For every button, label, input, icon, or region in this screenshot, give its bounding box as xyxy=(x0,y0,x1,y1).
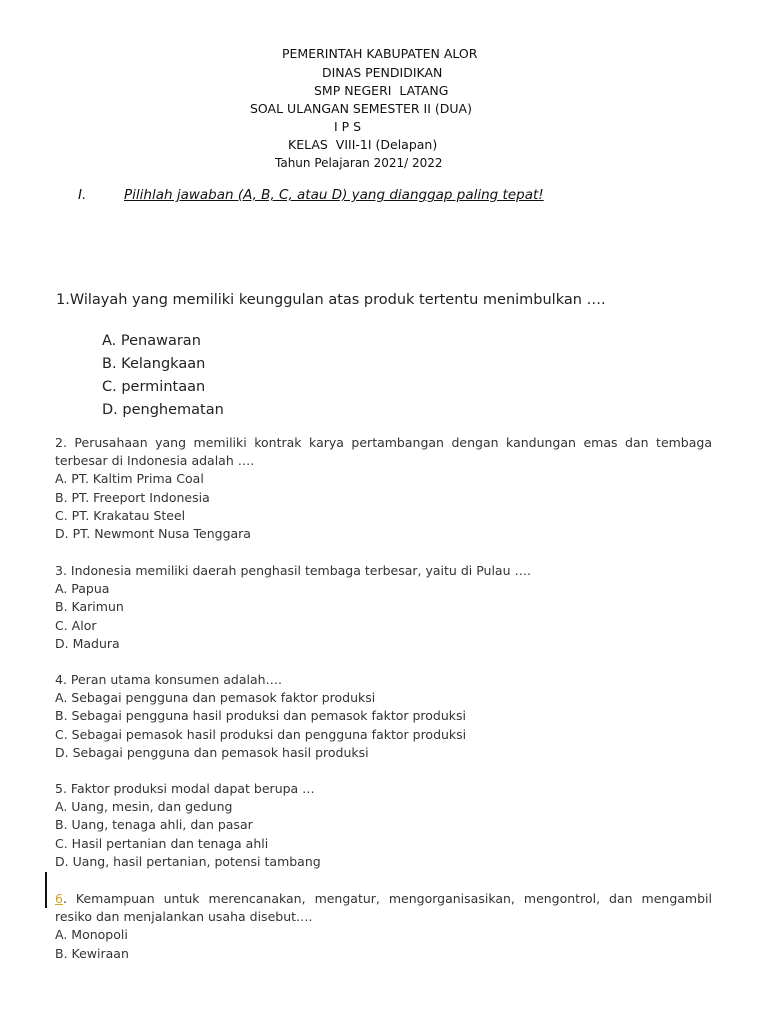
option-c: C. Sebagai pemasok hasil produksi dan pengguna faktor produksi xyxy=(55,726,467,742)
option-a: A. PT. Kaltim Prima Coal xyxy=(55,471,204,487)
text-cursor xyxy=(45,872,47,908)
option-b: B. Kelangkaan xyxy=(102,356,206,372)
option-b: B. Karimun xyxy=(55,599,124,615)
question-5-stem: 5. Faktor produksi modal dapat berupa … xyxy=(55,781,315,796)
option-b: B. Uang, tenaga ahli, dan pasar xyxy=(55,817,253,833)
option-a: A. Monopoli xyxy=(55,927,128,943)
question-2-stem: 2. Perusahaan yang memiliki kontrak karya pertambangan dengan kandungan emas dan tembaga terbesar di Indonesia adalah …. xyxy=(55,435,712,469)
instruction-text: Pilihlah jawaban (A, B, C, atau D) yang dianggap paling tepat! xyxy=(124,187,544,203)
header-class: KELAS VIII-1I (Delapan) xyxy=(288,137,438,152)
option-c: C. PT. Krakatau Steel xyxy=(55,507,186,523)
option-d: D. Uang, hasil pertanian, potensi tambang xyxy=(55,853,321,869)
option-d: D. PT. Newmont Nusa Tenggara xyxy=(55,526,251,542)
option-c: C. Alor xyxy=(55,617,97,633)
option-d: D. Madura xyxy=(55,635,120,651)
header-academic-year: Tahun Pelajaran 2021/ 2022 xyxy=(275,156,443,170)
question-6-stem xyxy=(55,890,712,926)
header-school: SMP NEGERI LATANG xyxy=(314,83,449,98)
option-b: B. PT. Freeport Indonesia xyxy=(55,489,210,505)
option-d: D. penghematan xyxy=(102,402,224,418)
document-header xyxy=(0,0,768,170)
option-d: D. Sebagai pengguna dan pemasok hasil produksi xyxy=(55,744,369,760)
option-a: A. Sebagai pengguna dan pemasok faktor produksi xyxy=(55,690,376,706)
option-b: B. Sebagai pengguna hasil produksi dan pemasok faktor produksi xyxy=(55,708,467,724)
question-2 xyxy=(55,434,712,543)
section-number: I. xyxy=(78,187,87,203)
question-1-options xyxy=(102,330,224,422)
option-a: A. Penawaran xyxy=(102,333,201,349)
option-a: A. Uang, mesin, dan gedung xyxy=(55,799,233,815)
question-3-stem: 3. Indonesia memiliki daerah penghasil tembaga terbesar, yaitu di Pulau …. xyxy=(55,563,531,578)
question-3 xyxy=(55,562,712,653)
option-c: C. permintaan xyxy=(102,379,206,395)
header-subject: I P S xyxy=(334,119,362,134)
question-4 xyxy=(55,671,712,762)
option-b: B. Kewiraan xyxy=(55,945,129,961)
header-government: PEMERINTAH KABUPATEN ALOR xyxy=(282,46,478,61)
question-6-text: . Kemampuan untuk merencanakan, mengatur, mengorganisasikan, mengontrol, dan mengambil resiko dan menjalankan usaha disebut…. xyxy=(55,891,712,925)
header-exam-title: SOAL ULANGAN SEMESTER II (DUA) xyxy=(250,101,472,116)
header-department: DINAS PENDIDIKAN xyxy=(322,65,443,80)
question-4-stem: 4. Peran utama konsumen adalah…. xyxy=(55,672,283,687)
question-1-stem: 1.Wilayah yang memiliki keunggulan atas produk tertentu menimbulkan …. xyxy=(56,292,606,308)
question-6 xyxy=(55,890,712,963)
option-a: A. Papua xyxy=(55,581,110,597)
question-6-number: 6 xyxy=(55,891,63,906)
option-c: C. Hasil pertanian dan tenaga ahli xyxy=(55,835,269,851)
question-5 xyxy=(55,780,712,871)
